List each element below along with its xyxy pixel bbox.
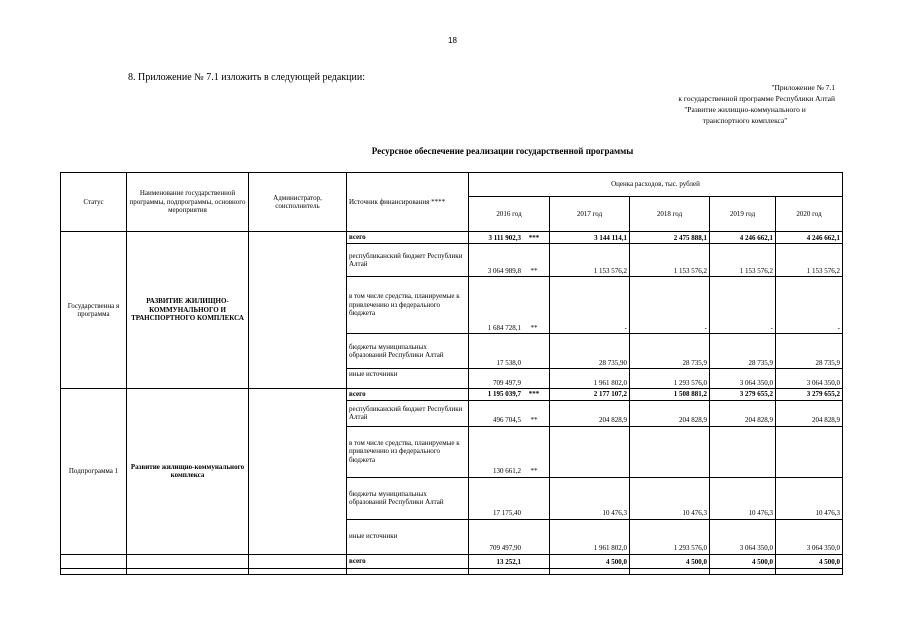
value-2017: 3 144 114,1 [550, 232, 630, 244]
value-2019: 3 064 350,0 [710, 369, 776, 389]
value-2018: 2 475 888,1 [630, 232, 710, 244]
partial-cell [347, 568, 469, 574]
value-2018: 1 153 576,2 [630, 244, 710, 277]
value-2020: - [776, 277, 843, 334]
value-2019: - [710, 277, 776, 334]
value-2018: 1 508 881,2 [630, 389, 710, 401]
partial-cell [710, 568, 776, 574]
value-2019: 28 735,9 [710, 334, 776, 369]
table-row [61, 554, 843, 568]
source-cell: бюджеты муниципальных образований Республики Алтай [347, 334, 469, 369]
value-2017: 1 961 802,0 [550, 519, 630, 554]
value-2019: 3 064 350,0 [710, 519, 776, 554]
subprogram-admin [249, 389, 347, 555]
program-status: Государственна я программа [61, 232, 127, 389]
source-cell: республиканский бюджет Республики Алтай [347, 244, 469, 277]
value-2019 [710, 426, 776, 477]
value-2018: - [630, 277, 710, 334]
table-row-partial [61, 568, 843, 574]
partial-cell [61, 568, 127, 574]
next-name [127, 554, 249, 568]
next-status [61, 554, 127, 568]
header-estimate: Оценка расходов, тыс. рублей [469, 173, 843, 197]
footnote-mark: *** [528, 390, 540, 398]
source-cell: всего [347, 232, 469, 244]
appendix-line-2: к государственной программе Республики Алтай [678, 94, 835, 103]
appendix-line-4: транспортного комплекса" [702, 116, 788, 125]
header-year: 2017 год [550, 197, 630, 232]
subprogram-status: Подпрограмма 1 [61, 389, 127, 555]
footnote-mark: ** [530, 266, 538, 275]
value-2018: 28 735,9 [630, 334, 710, 369]
value-2017 [550, 426, 630, 477]
value-2018: 204 828,9 [630, 400, 710, 426]
value-2019: 3 279 655,2 [710, 389, 776, 401]
value-2018: 1 293 576,0 [630, 519, 710, 554]
value-2016: 130 661,2 ** [469, 426, 550, 477]
value-2016: 709 497,90 [469, 519, 550, 554]
program-name: РАЗВИТИЕ ЖИЛИЩНО-КОММУНАЛЬНОГО И ТРАНСПОРТНОГО КОМПЛЕКСА [127, 232, 249, 389]
value-2019: 204 828,9 [710, 400, 776, 426]
value-2016: 3 111 902,3 *** [469, 232, 550, 244]
source-cell: в том числе средства, планируемые к привлечению из федерального бюджета [347, 426, 469, 477]
appendix-line-1: "Приложение № 7.1 [771, 83, 835, 92]
partial-cell [776, 568, 843, 574]
value-2017: 204 828,9 [550, 400, 630, 426]
value-2020: 3 064 350,0 [776, 519, 843, 554]
footnote-mark: ** [530, 416, 538, 424]
value-2020 [776, 426, 843, 477]
subprogram-name: Развитие жилищно-коммунального комплекса [127, 389, 249, 555]
value-2017: 10 476,3 [550, 477, 630, 519]
intro-text: 8. Приложение № 7.1 изложить в следующей редакции: [128, 72, 365, 83]
value-2017: 2 177 107,2 [550, 389, 630, 401]
value-2019: 4 246 662,1 [710, 232, 776, 244]
appendix-line-3: "Развитие жилищно-коммунального и [684, 105, 806, 114]
value-2018: 1 293 576,0 [630, 369, 710, 389]
partial-cell [469, 568, 550, 574]
value-2020: 3 064 350,0 [776, 369, 843, 389]
value-2016: 17 538,0 [469, 334, 550, 369]
value-2020: 4 500,0 [776, 554, 843, 568]
value-2016: 1 195 039,7 *** [469, 389, 550, 401]
table-row [61, 232, 843, 244]
value-2017: 28 735,90 [550, 334, 630, 369]
program-admin [249, 232, 347, 389]
partial-cell [630, 568, 710, 574]
header-year: 2019 год [710, 197, 776, 232]
next-admin [249, 554, 347, 568]
source-cell: всего [347, 389, 469, 401]
source-cell: иные источники [347, 369, 469, 389]
value-2018: 4 500,0 [630, 554, 710, 568]
value-2018 [630, 426, 710, 477]
resource-table [60, 172, 843, 575]
header-admin: Администратор, соисполнитель [249, 173, 347, 232]
value-2020: 3 279 655,2 [776, 389, 843, 401]
header-source: Источник финансирования **** [347, 173, 469, 232]
value-2020: 28 735,9 [776, 334, 843, 369]
table-row [61, 389, 843, 401]
header-year: 2018 год [630, 197, 710, 232]
value-2018: 10 476,3 [630, 477, 710, 519]
appendix-caption [600, 82, 835, 126]
value-2017: 4 500,0 [550, 554, 630, 568]
source-cell: всего [347, 554, 469, 568]
value-2020: 204 828,9 [776, 400, 843, 426]
value-2020: 10 476,3 [776, 477, 843, 519]
value-2019: 10 476,3 [710, 477, 776, 519]
value-2019: 4 500,0 [710, 554, 776, 568]
value-2016: 13 252,1 [469, 554, 550, 568]
value-2017: - [550, 277, 630, 334]
value-2016: 496 704,5 ** [469, 400, 550, 426]
value-2020: 4 246 662,1 [776, 232, 843, 244]
header-year: 2020 год [776, 197, 843, 232]
value-2016: 3 064 989,8 ** [469, 244, 550, 277]
source-cell: бюджеты муниципальных образований Республики Алтай [347, 477, 469, 519]
page-number: 18 [448, 36, 457, 45]
value-2016: 17 175,40 [469, 477, 550, 519]
source-cell: иные источники [347, 519, 469, 554]
value-2020: 1 153 576,2 [776, 244, 843, 277]
footnote-mark: ** [530, 467, 538, 475]
header-name: Наименование государственной программы, подпрограммы, основного мероприятия [127, 173, 249, 232]
partial-cell [249, 568, 347, 574]
value-2016: 1 684 728,1 ** [469, 277, 550, 334]
value-2017: 1 961 802,0 [550, 369, 630, 389]
partial-cell [550, 568, 630, 574]
value-2016: 709 497,9 [469, 369, 550, 389]
header-year: 2016 год [469, 197, 550, 232]
footnote-mark: ** [530, 323, 538, 332]
header-status: Статус [61, 173, 127, 232]
source-cell: в том числе средства, планируемые к привлечению из федерального бюджета [347, 277, 469, 334]
source-cell: республиканский бюджет Республики Алтай [347, 400, 469, 426]
partial-cell [127, 568, 249, 574]
footnote-mark: *** [528, 233, 540, 242]
value-2019: 1 153 576,2 [710, 244, 776, 277]
document-title: Ресурсное обеспечение реализации государственной программы [371, 146, 634, 156]
value-2017: 1 153 576,2 [550, 244, 630, 277]
